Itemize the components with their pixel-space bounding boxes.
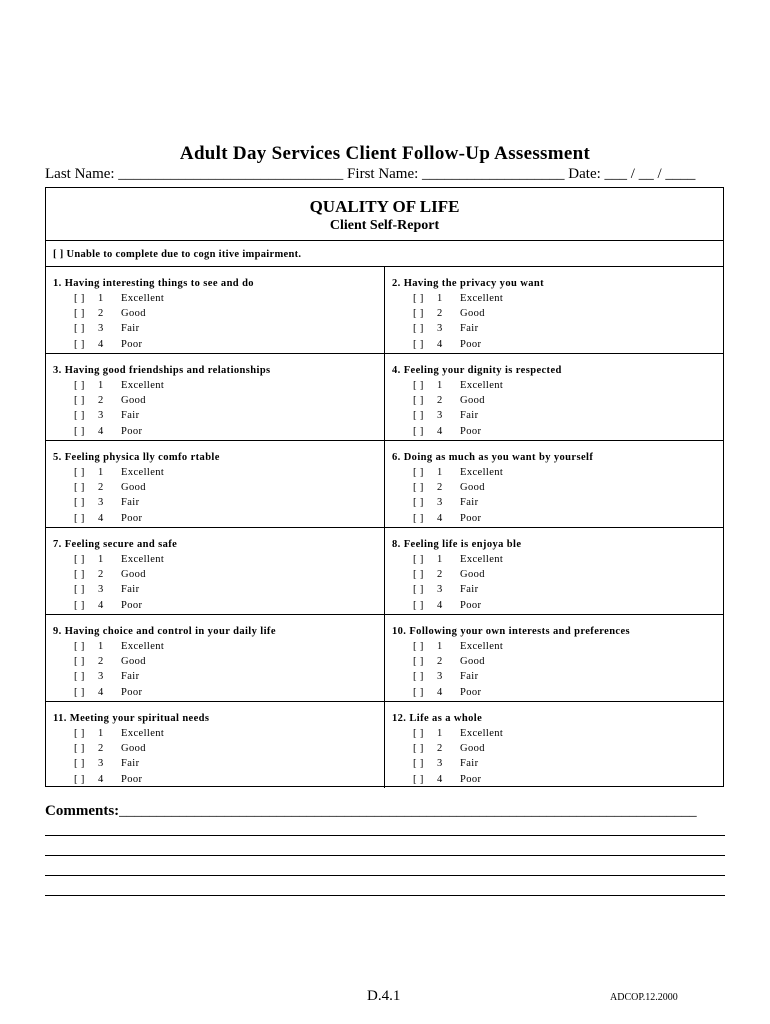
option-number: 1 (437, 554, 443, 565)
option-checkbox[interactable]: [ ] (413, 308, 424, 320)
question-cell (385, 267, 723, 354)
rating-option[interactable] (392, 756, 723, 771)
option-checkbox[interactable]: [ ] (74, 656, 85, 668)
option-checkbox[interactable]: [ ] (74, 338, 85, 350)
option-number: 3 (98, 584, 104, 596)
option-label: Poor (460, 425, 482, 437)
comments-label: Comments: (45, 803, 120, 819)
option-label: Poor (121, 425, 143, 437)
rating-option[interactable] (392, 321, 723, 336)
option-number: 3 (98, 410, 104, 422)
option-checkbox[interactable]: [ ] (74, 599, 85, 611)
option-checkbox[interactable]: [ ] (413, 482, 424, 494)
rating-option[interactable] (392, 511, 723, 526)
option-number: 3 (437, 410, 443, 422)
rating-option[interactable] (53, 772, 384, 787)
section-header (46, 188, 723, 241)
option-number: 2 (98, 308, 104, 320)
option-label: Good (460, 308, 485, 320)
rating-option[interactable] (392, 726, 723, 741)
option-label: Fair (460, 584, 479, 596)
option-number: 2 (437, 743, 443, 755)
option-checkbox[interactable]: [ ] (413, 323, 424, 335)
option-checkbox[interactable]: [ ] (74, 410, 85, 422)
option-checkbox[interactable]: [ ] (413, 599, 424, 611)
question-cell (46, 702, 385, 788)
section-subtitle: Client Self-Report (329, 218, 440, 233)
rating-option[interactable] (53, 669, 384, 684)
option-number: 2 (98, 482, 104, 494)
option-checkbox[interactable]: [ ] (413, 656, 424, 668)
rating-option[interactable] (392, 306, 723, 321)
rating-option[interactable] (53, 598, 384, 613)
option-label: Fair (460, 410, 479, 422)
option-number: 2 (98, 395, 104, 407)
option-number: 1 (98, 641, 104, 652)
option-checkbox[interactable]: [ ] (74, 497, 85, 509)
option-label: Excellent (121, 554, 165, 565)
question-cell (46, 267, 385, 354)
option-label: Good (460, 743, 485, 755)
page-number: D.4.1 (367, 988, 401, 1004)
rating-option[interactable] (53, 465, 384, 480)
option-checkbox[interactable]: [ ] (74, 380, 85, 391)
option-label: Excellent (121, 641, 165, 652)
question-text: 3. Having good friendships and relationships (53, 365, 271, 376)
rating-option[interactable] (53, 337, 384, 352)
question-text: 4. Feeling your dignity is respected (392, 365, 562, 376)
question-text: 10. Following your own interests and preferences (392, 626, 631, 637)
comments-rule[interactable] (45, 895, 725, 896)
rating-option[interactable] (392, 669, 723, 684)
option-number: 1 (437, 467, 443, 478)
option-checkbox[interactable]: [ ] (74, 758, 85, 770)
rating-option[interactable] (392, 408, 723, 423)
option-number: 4 (98, 338, 104, 350)
question-text: 7. Feeling secure and safe (53, 539, 178, 550)
option-label: Excellent (121, 380, 165, 391)
option-label: Fair (460, 497, 479, 509)
option-number: 3 (437, 584, 443, 596)
option-number: 1 (98, 293, 104, 304)
rating-option[interactable] (53, 378, 384, 393)
option-label: Excellent (121, 293, 165, 304)
rating-option[interactable] (53, 291, 384, 306)
rating-option[interactable] (53, 321, 384, 336)
option-label: Good (121, 395, 146, 407)
rating-option[interactable] (392, 393, 723, 408)
option-label: Fair (460, 758, 479, 770)
rating-option[interactable] (53, 424, 384, 439)
option-checkbox[interactable]: [ ] (74, 584, 85, 596)
rating-option[interactable] (392, 378, 723, 393)
rating-option[interactable] (53, 726, 384, 741)
option-number: 2 (98, 743, 104, 755)
option-checkbox[interactable]: [ ] (74, 743, 85, 755)
rating-option[interactable] (53, 495, 384, 510)
option-number: 2 (437, 482, 443, 494)
option-number: 4 (437, 773, 443, 785)
option-checkbox[interactable]: [ ] (74, 395, 85, 407)
rating-option[interactable] (392, 654, 723, 669)
rating-option[interactable] (53, 582, 384, 597)
page-title: Adult Day Services Client Follow-Up Assessment (179, 143, 591, 164)
rating-option[interactable] (392, 424, 723, 439)
option-number: 1 (98, 728, 104, 739)
question-cell (46, 528, 385, 615)
rating-option[interactable] (53, 567, 384, 582)
option-number: 4 (437, 599, 443, 611)
option-label: Poor (121, 338, 143, 350)
option-label: Fair (460, 671, 479, 683)
option-label: Excellent (460, 380, 504, 391)
option-checkbox[interactable]: [ ] (413, 512, 424, 524)
option-checkbox[interactable]: [ ] (413, 641, 424, 652)
option-number: 1 (437, 293, 443, 304)
option-label: Good (121, 569, 146, 581)
option-label: Good (121, 308, 146, 320)
option-checkbox[interactable]: [ ] (413, 497, 424, 509)
option-label: Fair (121, 758, 140, 770)
rating-option[interactable] (53, 639, 384, 654)
option-number: 1 (98, 467, 104, 478)
option-number: 2 (437, 308, 443, 320)
option-label: Fair (121, 584, 140, 596)
option-label: Excellent (460, 467, 504, 478)
option-checkbox[interactable]: [ ] (74, 554, 85, 565)
option-number: 3 (98, 497, 104, 509)
option-number: 2 (437, 656, 443, 668)
comments-line[interactable]: _____________________________________________________________________________ (119, 803, 697, 819)
option-checkbox[interactable]: [ ] (413, 410, 424, 422)
rating-option[interactable] (392, 598, 723, 613)
option-checkbox[interactable]: [ ] (74, 293, 85, 304)
option-number: 2 (437, 395, 443, 407)
option-label: Good (121, 656, 146, 668)
question-text: 8. Feeling life is enjoya ble (392, 539, 522, 550)
option-label: Fair (460, 323, 479, 335)
option-label: Good (460, 482, 485, 494)
rating-option[interactable] (392, 465, 723, 480)
option-number: 4 (98, 425, 104, 437)
option-label: Poor (121, 686, 143, 698)
option-number: 4 (98, 599, 104, 611)
question-cell (385, 441, 723, 528)
option-number: 3 (437, 758, 443, 770)
comments-section (45, 801, 725, 896)
option-number: 1 (98, 380, 104, 391)
question-text: 2. Having the privacy you want (392, 278, 545, 289)
option-checkbox[interactable]: [ ] (413, 338, 424, 350)
question-cell (385, 702, 723, 788)
rating-option[interactable] (53, 552, 384, 567)
question-cell (46, 615, 385, 702)
option-label: Excellent (460, 554, 504, 565)
option-label: Poor (460, 338, 482, 350)
option-checkbox[interactable]: [ ] (413, 743, 424, 755)
option-number: 3 (437, 497, 443, 509)
option-checkbox[interactable]: [ ] (74, 467, 85, 478)
rating-option[interactable] (392, 685, 723, 700)
rating-option[interactable] (392, 337, 723, 352)
rating-option[interactable] (392, 291, 723, 306)
option-number: 1 (98, 554, 104, 565)
option-label: Poor (121, 599, 143, 611)
rating-option[interactable] (53, 511, 384, 526)
option-label: Good (460, 395, 485, 407)
option-number: 2 (437, 569, 443, 581)
option-label: Good (460, 656, 485, 668)
option-label: Excellent (460, 641, 504, 652)
option-label: Poor (460, 512, 482, 524)
rating-option[interactable] (392, 495, 723, 510)
option-checkbox[interactable]: [ ] (74, 569, 85, 581)
option-checkbox[interactable]: [ ] (74, 512, 85, 524)
option-label: Poor (460, 686, 482, 698)
option-number: 1 (437, 641, 443, 652)
question-cell (385, 354, 723, 441)
question-text: 1. Having interesting things to see and do (53, 278, 254, 289)
option-checkbox[interactable]: [ ] (74, 323, 85, 335)
option-checkbox[interactable]: [ ] (413, 293, 424, 304)
option-number: 4 (98, 512, 104, 524)
question-cell (46, 441, 385, 528)
questions-grid (46, 267, 723, 788)
option-number: 4 (437, 512, 443, 524)
option-label: Poor (121, 773, 143, 785)
option-number: 2 (98, 656, 104, 668)
rating-option[interactable] (53, 408, 384, 423)
rating-option[interactable] (53, 306, 384, 321)
rating-option[interactable] (392, 741, 723, 756)
option-checkbox[interactable]: [ ] (74, 425, 85, 437)
option-label: Fair (121, 323, 140, 335)
rating-option[interactable] (53, 741, 384, 756)
option-label: Poor (460, 773, 482, 785)
option-number: 4 (98, 773, 104, 785)
name-date-line: Last Name: ______________________________ First Name: ___________________ Date: ___ / __ / ____ (45, 166, 696, 182)
comments-rule[interactable] (45, 875, 725, 876)
option-checkbox[interactable]: [ ] (74, 671, 85, 683)
rating-option[interactable] (53, 654, 384, 669)
option-checkbox[interactable]: [ ] (413, 686, 424, 698)
rating-option[interactable] (392, 567, 723, 582)
option-checkbox[interactable]: [ ] (413, 395, 424, 407)
option-label: Fair (121, 671, 140, 683)
quality-of-life-form (45, 187, 724, 787)
rating-option[interactable] (53, 685, 384, 700)
option-number: 3 (98, 323, 104, 335)
question-text: 9. Having choice and control in your daily life (53, 626, 276, 637)
rating-option[interactable] (53, 480, 384, 495)
comments-rule[interactable] (45, 855, 725, 856)
option-label: Good (121, 743, 146, 755)
form-code: ADCOP.12.2000 (610, 992, 678, 1003)
option-label: Good (460, 569, 485, 581)
option-checkbox[interactable]: [ ] (413, 728, 424, 739)
option-number: 3 (437, 671, 443, 683)
question-text: 12. Life as a whole (392, 713, 483, 724)
rating-option[interactable] (392, 772, 723, 787)
option-number: 4 (98, 686, 104, 698)
option-label: Excellent (121, 467, 165, 478)
option-label: Excellent (121, 728, 165, 739)
rating-option[interactable] (392, 552, 723, 567)
option-checkbox[interactable]: [ ] (413, 569, 424, 581)
option-checkbox[interactable]: [ ] (413, 773, 424, 785)
option-checkbox[interactable]: [ ] (74, 773, 85, 785)
option-label: Good (121, 482, 146, 494)
rating-option[interactable] (53, 393, 384, 408)
unable-to-complete-checkbox[interactable]: [ ] Unable to complete due to cogn itive impairment. (46, 241, 723, 267)
option-number: 4 (437, 686, 443, 698)
section-title: QUALITY OF LIFE (309, 197, 460, 216)
option-checkbox[interactable]: [ ] (74, 728, 85, 739)
option-checkbox[interactable]: [ ] (413, 758, 424, 770)
comments-rule[interactable] (45, 835, 725, 836)
option-number: 2 (98, 569, 104, 581)
rating-option[interactable] (53, 756, 384, 771)
option-label: Poor (460, 599, 482, 611)
option-label: Excellent (460, 728, 504, 739)
rating-option[interactable] (392, 480, 723, 495)
option-number: 1 (437, 728, 443, 739)
option-label: Fair (121, 497, 140, 509)
option-checkbox[interactable]: [ ] (74, 641, 85, 652)
option-label: Excellent (460, 293, 504, 304)
question-text: 5. Feeling physica lly comfo rtable (53, 452, 220, 463)
option-label: Poor (121, 512, 143, 524)
option-checkbox[interactable]: [ ] (413, 584, 424, 596)
option-number: 4 (437, 425, 443, 437)
option-number: 3 (437, 323, 443, 335)
question-cell (385, 528, 723, 615)
option-number: 4 (437, 338, 443, 350)
option-number: 3 (98, 671, 104, 683)
question-cell (46, 354, 385, 441)
option-checkbox[interactable]: [ ] (413, 467, 424, 478)
question-cell (385, 615, 723, 702)
option-checkbox[interactable]: [ ] (74, 308, 85, 320)
option-checkbox[interactable]: [ ] (413, 425, 424, 437)
option-checkbox[interactable]: [ ] (74, 686, 85, 698)
option-checkbox[interactable]: [ ] (413, 554, 424, 565)
rating-option[interactable] (392, 582, 723, 597)
option-label: Fair (121, 410, 140, 422)
option-checkbox[interactable]: [ ] (413, 380, 424, 391)
rating-option[interactable] (392, 639, 723, 654)
option-number: 1 (437, 380, 443, 391)
option-checkbox[interactable]: [ ] (74, 482, 85, 494)
question-text: 11. Meeting your spiritual needs (53, 713, 210, 724)
option-checkbox[interactable]: [ ] (413, 671, 424, 683)
option-number: 3 (98, 758, 104, 770)
question-text: 6. Doing as much as you want by yourself (392, 452, 594, 463)
